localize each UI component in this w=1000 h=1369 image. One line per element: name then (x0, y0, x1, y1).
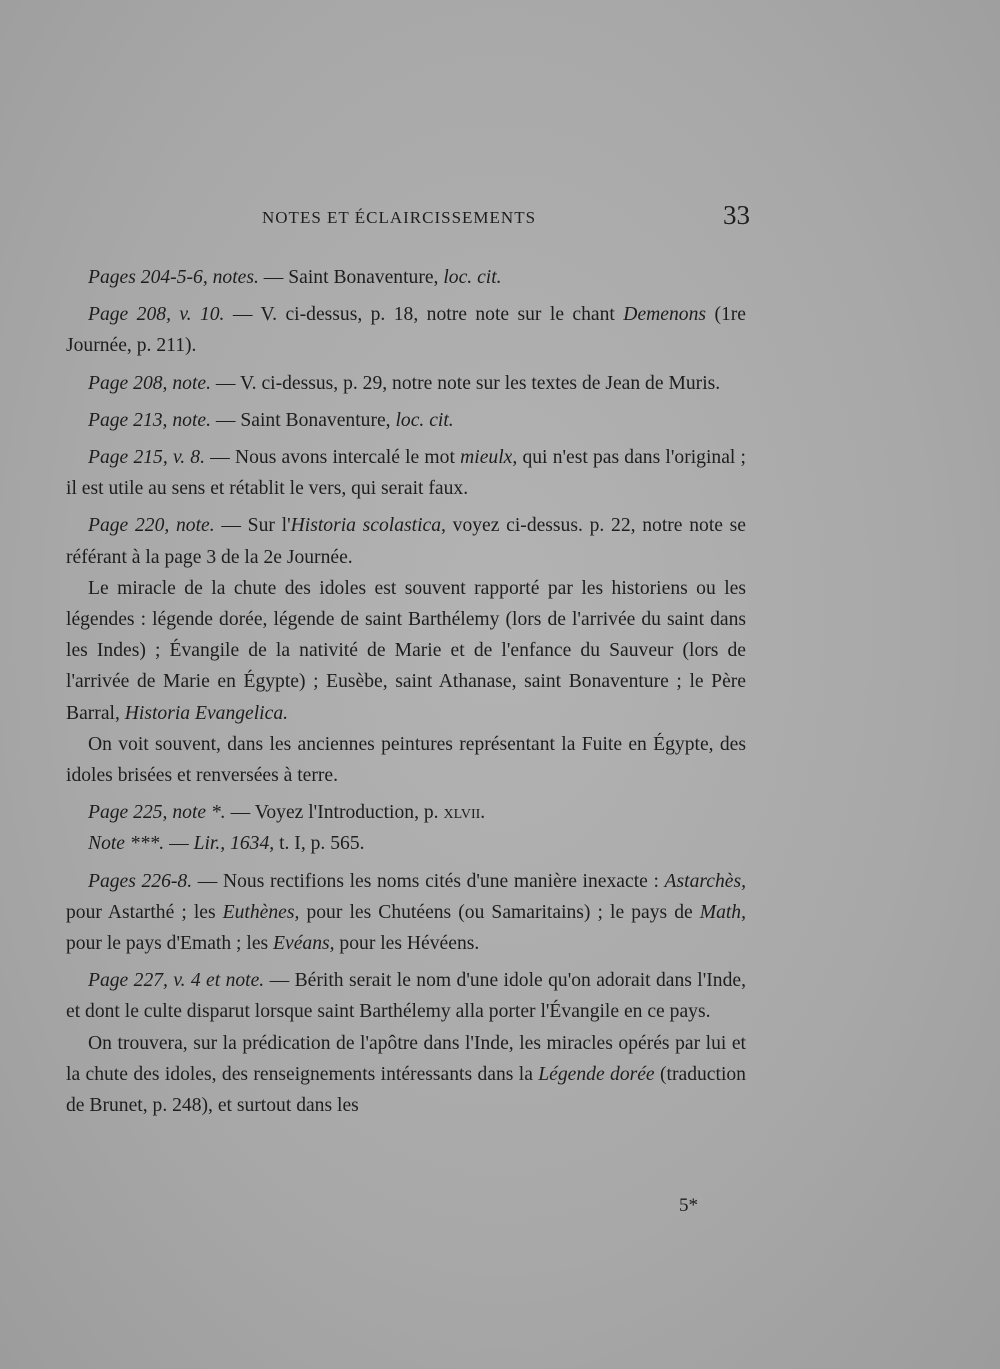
note-entry: Page 215, v. 8. — Nous avons intercalé le mot mieulx, qui n'est pas dans l'original ; il est utile au sens et rétablit le vers, qui serait faux. (66, 447, 746, 500)
running-title: NOTES ET ÉCLAIRCISSEMENTS (262, 208, 537, 227)
page-number: 33 (723, 200, 750, 230)
note-entry: Page 213, note. — Saint Bonaventure, loc. cit. (88, 409, 454, 431)
note-paragraph: On voit souvent, dans les anciennes peintures représentant la Fuite en Égypte, des idoles brisées et renversées à terre. (66, 733, 746, 787)
note-paragraph: Le miracle de la chute des idoles est souvent rapporté par les historiens ou les légendes : légende dorée, légende de saint Barthélemy (lors de l'arrivée du saint dans les Indes) ; Évangile de la nativité de Marie et de l'enfance du Sauveur (lors de l'arrivée de Marie en Égypte) ; Eusèbe, saint Athanase, saint Bonaventure ; le Père Barral, Historia Evangelica. (66, 577, 746, 724)
note-entry: Page 208, note. — V. ci-dessus, p. 29, notre note sur les textes de Jean de Muris. (88, 372, 721, 394)
note-entry: Pages 204-5-6, notes. — Saint Bonaventure, loc. cit. (88, 267, 502, 288)
signature-mark: 5* (679, 1195, 698, 1216)
note-entry: Page 220, note. — Sur l'Historia scolastica, voyez ci-dessus. p. 22, notre note se référant à la page 3 de la 2e Journée. (66, 515, 746, 568)
note-entry: Page 208, v. 10. — V. ci-dessus, p. 18, notre note sur le chant Demenons (1re Journée, p. 211). (66, 304, 746, 357)
note-entry: Page 225, note *. — Voyez l'Introduction, p. xlvii. (88, 802, 486, 824)
note-entry: Note ***. — Lir., 1634, t. I, p. 565. (88, 833, 365, 855)
note-entry: Page 227, v. 4 et note. — Bérith serait le nom d'une idole qu'on adorait dans l'Inde, et dont le culte disparut lorsque saint Barthélemy alla porter l'Évangile en ce pays. (66, 970, 746, 1023)
note-paragraph: On trouvera, sur la prédication de l'apôtre dans l'Inde, les miracles opérés par lui et la chute des idoles, des renseignements intéressants dans la Légende dorée (traduction de Brunet, p. 248), et surtout dans les (66, 1032, 746, 1117)
note-entry: Pages 226-8. — Nous rectifions les noms cités d'une manière inexacte : Astarchès, pour Astarthé ; les Euthènes, pour les Chutéens (ou Samaritains) ; le pays de Math, pour le pays d'Emath ; les Evéans, pour les Hévéens. (66, 870, 747, 955)
page-header (66, 200, 750, 232)
notes-body (66, 262, 746, 1121)
